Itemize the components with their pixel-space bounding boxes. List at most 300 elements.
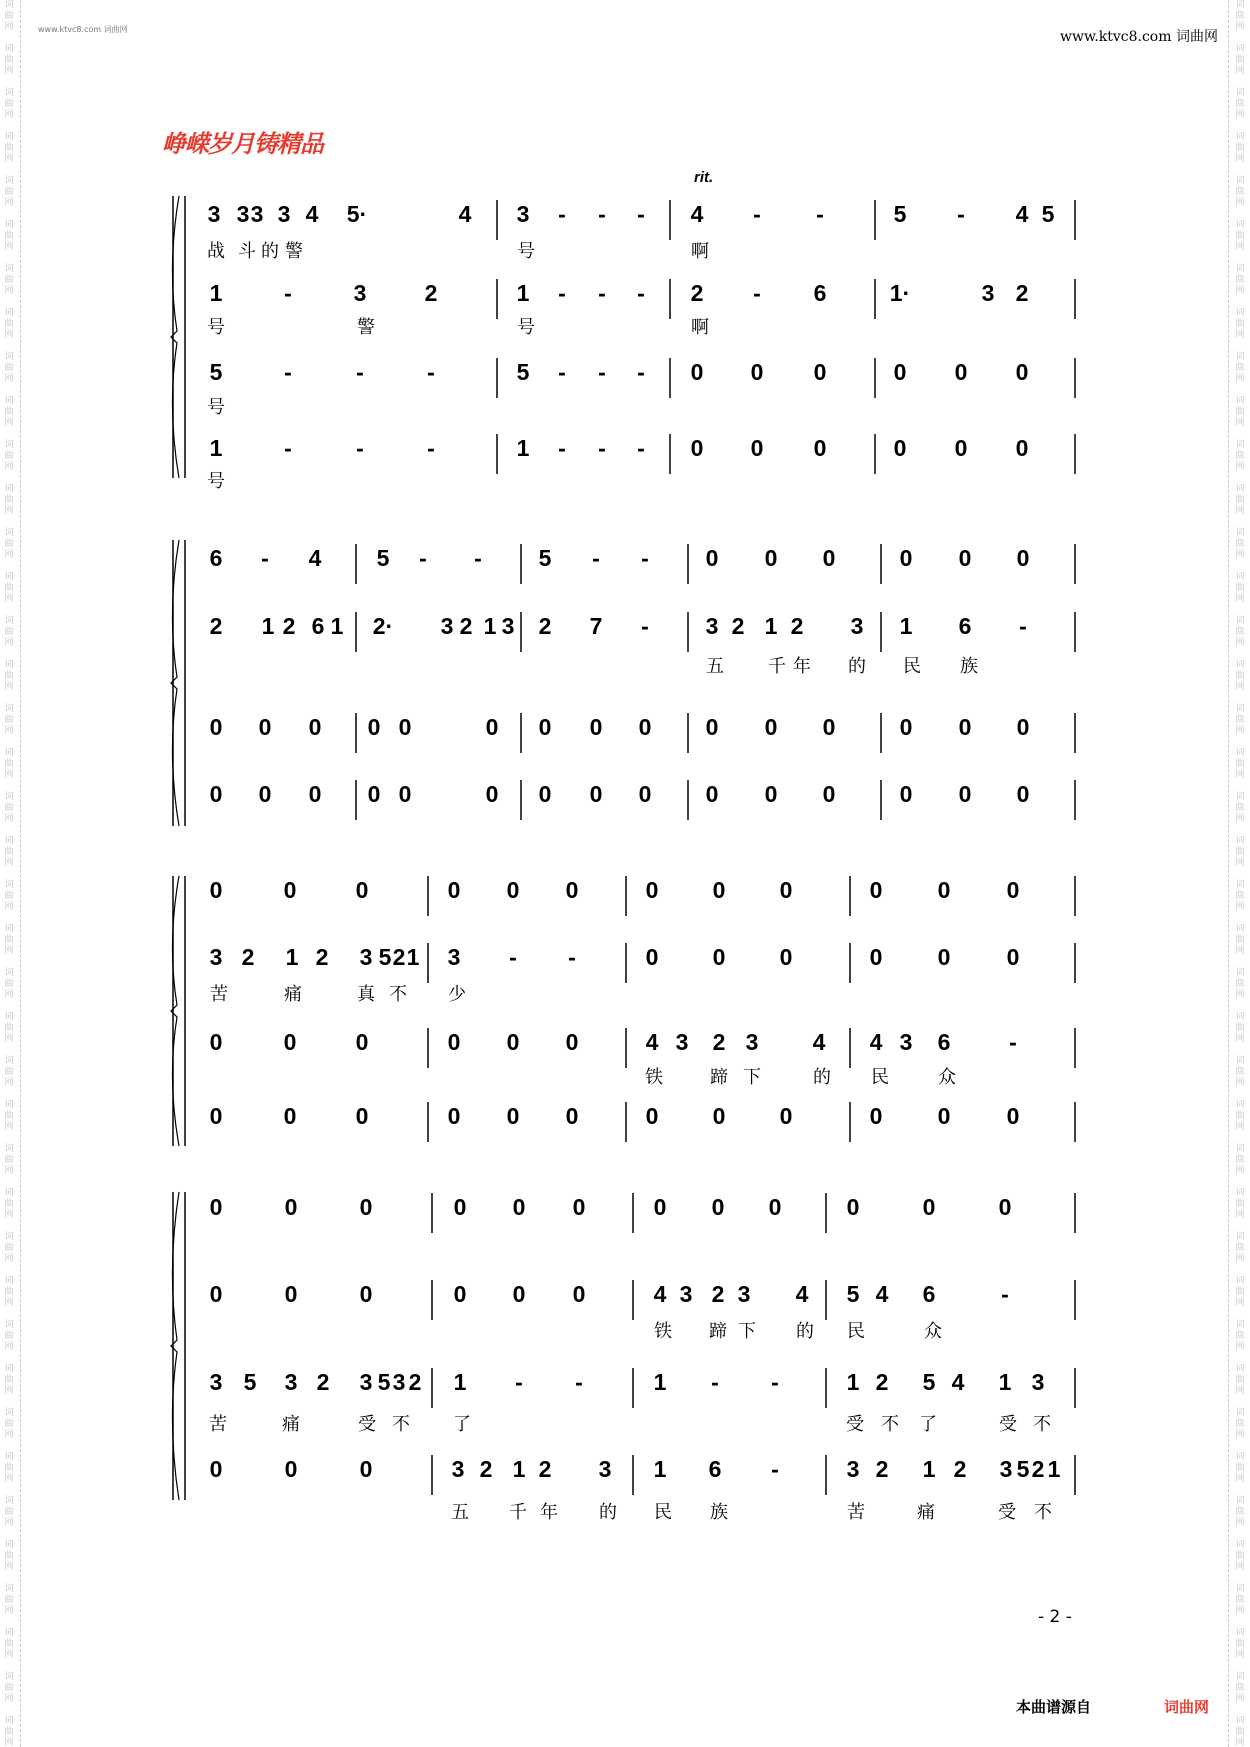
jianpu-note: 3: [745, 1029, 759, 1055]
jianpu-note: 1: [285, 944, 299, 970]
jianpu-note: 0: [359, 1194, 373, 1220]
jianpu-note: 0: [768, 1194, 782, 1220]
jianpu-note: -: [641, 545, 649, 571]
jianpu-note: 0: [711, 1194, 725, 1220]
jianpu-note: 5: [209, 359, 223, 385]
jianpu-note: -: [641, 613, 649, 639]
lyric-char: 号: [517, 317, 535, 338]
jianpu-note: 1: [653, 1369, 667, 1395]
jianpu-note: 0: [998, 1194, 1012, 1220]
jianpu-note: 0: [1006, 1103, 1020, 1129]
jianpu-note: 3: [440, 613, 454, 639]
jianpu-note: 0: [447, 1103, 461, 1129]
jianpu-note: 3: [359, 944, 373, 970]
lyric-char: 年: [540, 1502, 558, 1523]
lyric-char: 的: [813, 1067, 831, 1088]
jianpu-note: 1: [846, 1369, 860, 1395]
jianpu-note: 2: [711, 1281, 725, 1307]
jianpu-note: 3: [516, 201, 530, 227]
footer-source-link[interactable]: 词曲网: [1164, 1698, 1210, 1716]
jianpu-note: 2: [731, 613, 745, 639]
jianpu-note: -: [816, 201, 824, 227]
jianpu-note: -: [568, 944, 576, 970]
jianpu-note: 0: [958, 714, 972, 740]
lyric-char: 族: [710, 1502, 728, 1523]
lyric-char: 啊: [691, 317, 709, 338]
jianpu-note: 0: [359, 1281, 373, 1307]
system-brace: [171, 540, 179, 826]
jianpu-note: 5: [922, 1369, 936, 1395]
jianpu-note: -: [1001, 1281, 1009, 1307]
jianpu-note: 3: [209, 1369, 223, 1395]
jianpu-note: 0: [922, 1194, 936, 1220]
jianpu-note: 0: [764, 781, 778, 807]
jianpu-note: 0: [1016, 714, 1030, 740]
jianpu-note: 0: [355, 877, 369, 903]
jianpu-note: 0: [638, 714, 652, 740]
lyric-char: 受: [846, 1414, 864, 1435]
jianpu-note: -: [515, 1369, 523, 1395]
jianpu-note: -: [261, 545, 269, 571]
lyric-char: 战: [207, 241, 225, 262]
jianpu-note: 0: [447, 877, 461, 903]
lyric-char: 痛: [284, 984, 302, 1005]
lyric-char: 苦: [209, 1414, 227, 1435]
lyric-char: 号: [517, 241, 535, 262]
jianpu-note: 0: [453, 1281, 467, 1307]
jianpu-note: 1: [209, 435, 223, 461]
jianpu-note: -: [753, 280, 761, 306]
jianpu-note: 0: [512, 1281, 526, 1307]
jianpu-note: 0: [355, 1029, 369, 1055]
jianpu-note: 1·: [889, 280, 911, 306]
jianpu-note: 0: [899, 714, 913, 740]
jianpu-note: 3: [207, 201, 221, 227]
jianpu-note: -: [575, 1369, 583, 1395]
lyric-char: 族: [960, 656, 978, 677]
jianpu-note: 0: [284, 1194, 298, 1220]
jianpu-note: 2: [953, 1456, 967, 1482]
jianpu-note: 0: [367, 781, 381, 807]
jianpu-note: -: [284, 435, 292, 461]
jianpu-note: -: [284, 359, 292, 385]
jianpu-note: -: [474, 545, 482, 571]
jianpu-note: 3: [359, 1369, 373, 1395]
jianpu-note: 2: [538, 1456, 552, 1482]
jianpu-note: 1: [483, 613, 497, 639]
jianpu-note: 0: [572, 1281, 586, 1307]
jianpu-note: 0: [506, 1029, 520, 1055]
lyric-char: 的: [599, 1502, 617, 1523]
jianpu-note: 2: [538, 613, 552, 639]
jianpu-note: 0: [283, 1103, 297, 1129]
jianpu-note: 6: [937, 1029, 951, 1055]
jianpu-note: 2: [241, 944, 255, 970]
jianpu-note: 0: [813, 435, 827, 461]
jianpu-note: 3: [447, 944, 461, 970]
jianpu-note: 0: [209, 1103, 223, 1129]
jianpu-note: 0: [589, 714, 603, 740]
jianpu-note: 0: [398, 714, 412, 740]
lyric-char: 千: [509, 1502, 527, 1523]
jianpu-note: 2: [408, 1369, 422, 1395]
jianpu-note: 0: [506, 1103, 520, 1129]
jianpu-note: 6: [311, 613, 325, 639]
jianpu-note: 2: [209, 613, 223, 639]
jianpu-note: 0: [779, 1103, 793, 1129]
lyric-char: 号: [207, 317, 225, 338]
lyric-char: 民: [871, 1067, 889, 1088]
jianpu-note: 0: [899, 545, 913, 571]
jianpu-note: 1: [998, 1369, 1012, 1395]
lyric-char: 痛: [917, 1502, 935, 1523]
jianpu-note: 0: [572, 1194, 586, 1220]
jianpu-note: 5: [243, 1369, 257, 1395]
jianpu-note: -: [592, 545, 600, 571]
jianpu-note: 2: [479, 1456, 493, 1482]
jianpu-note: 0: [284, 1456, 298, 1482]
jianpu-note: 0: [284, 1281, 298, 1307]
lyric-char: 不: [1033, 1414, 1051, 1435]
jianpu-note: 0: [638, 781, 652, 807]
jianpu-note: 0: [813, 359, 827, 385]
jianpu-note: -: [356, 435, 364, 461]
jianpu-note: 3: [981, 280, 995, 306]
brand-slogan: 峥嵘岁月铸精品: [162, 129, 323, 158]
jianpu-note: 0: [283, 1029, 297, 1055]
jianpu-note: 0: [1016, 781, 1030, 807]
jianpu-note: -: [284, 280, 292, 306]
jianpu-note: 5: [516, 359, 530, 385]
jianpu-note: 0: [258, 714, 272, 740]
jianpu-note: 0: [565, 1029, 579, 1055]
lyric-char: 受: [998, 1502, 1016, 1523]
lyric-char: 不: [1034, 1502, 1052, 1523]
jianpu-note: -: [419, 545, 427, 571]
lyric-char: 蹄: [710, 1067, 728, 1088]
lyric-char: 蹄: [709, 1321, 727, 1342]
jianpu-note: 0: [308, 714, 322, 740]
jianpu-note: 0: [512, 1194, 526, 1220]
lyric-char: 号: [207, 471, 225, 492]
jianpu-note: 4: [869, 1029, 883, 1055]
jianpu-note: 0: [645, 944, 659, 970]
lyric-char: 警: [285, 241, 303, 262]
jianpu-note: 0: [506, 877, 520, 903]
jianpu-note: 0: [712, 1103, 726, 1129]
jianpu-note: 1: [516, 435, 530, 461]
jianpu-note: 0: [308, 781, 322, 807]
jianpu-note: 4: [951, 1369, 965, 1395]
jianpu-note: 0: [712, 944, 726, 970]
jianpu-note: 0: [779, 877, 793, 903]
jianpu-note: -: [637, 359, 645, 385]
jianpu-note: 0: [645, 1103, 659, 1129]
jianpu-note: 0: [690, 359, 704, 385]
jianpu-note: -: [1009, 1029, 1017, 1055]
jianpu-note: 1: [1047, 1456, 1061, 1482]
jianpu-note: 0: [453, 1194, 467, 1220]
jianpu-note: 5: [893, 201, 907, 227]
jianpu-note: 2·: [372, 613, 394, 639]
jianpu-note: 5: [378, 944, 392, 970]
tempo-mark-rit: rit.: [694, 169, 714, 186]
jianpu-note: -: [558, 280, 566, 306]
jianpu-note: 3: [999, 1456, 1013, 1482]
jianpu-note: 1: [922, 1456, 936, 1482]
lyric-char: 受: [999, 1414, 1017, 1435]
jianpu-note: 2: [424, 280, 438, 306]
jianpu-note: 0: [258, 781, 272, 807]
jianpu-note: 0: [1015, 359, 1029, 385]
jianpu-note: 0: [209, 1281, 223, 1307]
lyric-char: 五: [451, 1502, 469, 1523]
lyric-char: 的: [261, 241, 279, 262]
jianpu-note: 4: [458, 201, 472, 227]
jianpu-note: -: [598, 435, 606, 461]
jianpu-note: 2: [316, 1369, 330, 1395]
jianpu-note: 0: [538, 781, 552, 807]
jianpu-note: -: [598, 201, 606, 227]
jianpu-note: 0: [283, 877, 297, 903]
jianpu-note: 2: [1031, 1456, 1045, 1482]
jianpu-note: 0: [869, 944, 883, 970]
jianpu-note: 0: [209, 781, 223, 807]
jianpu-note: 0: [1015, 435, 1029, 461]
lyric-char: 受: [358, 1414, 376, 1435]
jianpu-note: 1: [512, 1456, 526, 1482]
jianpu-note: -: [427, 435, 435, 461]
jianpu-note: 6: [922, 1281, 936, 1307]
jianpu-note: 0: [937, 1103, 951, 1129]
jianpu-note: 3: [250, 201, 264, 227]
jianpu-note: 3: [899, 1029, 913, 1055]
lyric-char: 啊: [691, 241, 709, 262]
lyric-char: 斗: [238, 241, 256, 262]
jianpu-note: 0: [779, 944, 793, 970]
jianpu-note: 0: [1016, 545, 1030, 571]
jianpu-note: 0: [937, 944, 951, 970]
jianpu-note: -: [637, 201, 645, 227]
jianpu-note: 0: [822, 781, 836, 807]
jianpu-note: 7: [589, 613, 603, 639]
jianpu-note: 1: [653, 1456, 667, 1482]
jianpu-note: 0: [209, 1194, 223, 1220]
right-watermark-strip: 词 曲 网 词 曲 网 词 曲 网 词 曲 网 词 曲 网 词 曲 网 词 曲 网 词 曲 网 词 曲 网 词 曲 网 词 曲 网 词 曲 网 词 曲 网 词 曲 网 词 曲 网 词 曲 网 词 曲 网 词 曲 网 词 曲 网 词 曲 网 词 曲 网 词 曲 网 词 曲 网 词 曲 网 词 曲 网 词 曲 网 词 曲 网 词 曲 网 词 曲 网 词 曲 网 词 曲 网 词 曲 网 词 曲 网 词 曲 网 词 曲 网 词 曲 网 词 曲 网 词 曲 网 词 曲 网 词 曲 网: [1235, 0, 1245, 1747]
jianpu-note: 0: [367, 714, 381, 740]
jianpu-note: -: [957, 201, 965, 227]
lyric-char: 少: [448, 984, 466, 1005]
jianpu-note: 0: [846, 1194, 860, 1220]
lyric-char: 的: [848, 656, 866, 677]
jianpu-note: 3: [209, 944, 223, 970]
jianpu-note: 2: [712, 1029, 726, 1055]
jianpu-note: 5: [538, 545, 552, 571]
jianpu-note: 0: [822, 545, 836, 571]
lyric-char: 民: [654, 1502, 672, 1523]
jianpu-note: 0: [954, 359, 968, 385]
header-site-link[interactable]: www.ktvc8.com 词曲网: [1060, 29, 1218, 45]
jianpu-note: 4: [875, 1281, 889, 1307]
jianpu-note: -: [637, 280, 645, 306]
jianpu-note: 0: [690, 435, 704, 461]
jianpu-note: 0: [705, 714, 719, 740]
lyric-char: 不: [392, 1414, 410, 1435]
jianpu-note: -: [711, 1369, 719, 1395]
jianpu-note: 0: [705, 781, 719, 807]
jianpu-note: 3: [598, 1456, 612, 1482]
jianpu-note: 0: [958, 781, 972, 807]
lyric-char: 铁: [645, 1067, 663, 1088]
lyric-char: 铁: [654, 1321, 672, 1342]
lyric-char: 千: [768, 656, 786, 677]
lyric-char: 真: [357, 984, 375, 1005]
jianpu-note: 1: [764, 613, 778, 639]
jianpu-note: 0: [712, 877, 726, 903]
jianpu-note: 3: [236, 201, 250, 227]
jianpu-note: -: [558, 201, 566, 227]
jianpu-note: -: [1019, 613, 1027, 639]
jianpu-note: 0: [1006, 877, 1020, 903]
lyric-char: 众: [924, 1321, 942, 1342]
jianpu-note: 0: [893, 359, 907, 385]
jianpu-note: 3: [501, 613, 515, 639]
jianpu-note: 0: [645, 877, 659, 903]
jianpu-note: 2: [282, 613, 296, 639]
header-tiny-url: www.ktvc8.com 词曲网: [38, 25, 128, 34]
footer-source-label: 本曲谱源自: [1016, 1698, 1092, 1716]
jianpu-note: 4: [690, 201, 704, 227]
jianpu-note: 4: [1015, 201, 1029, 227]
jianpu-note: 4: [645, 1029, 659, 1055]
jianpu-note: 3: [846, 1456, 860, 1482]
jianpu-note: 0: [750, 359, 764, 385]
jianpu-note: 2: [690, 280, 704, 306]
jianpu-note: 0: [355, 1103, 369, 1129]
jianpu-note: -: [356, 359, 364, 385]
jianpu-note: -: [753, 201, 761, 227]
lyric-char: 苦: [210, 984, 228, 1005]
jianpu-note: 1: [453, 1369, 467, 1395]
jianpu-note: 2: [875, 1456, 889, 1482]
jianpu-note: 5: [376, 545, 390, 571]
jianpu-note: 0: [899, 781, 913, 807]
jianpu-note: 0: [565, 877, 579, 903]
lyric-char: 警: [357, 317, 375, 338]
lyric-char: 众: [938, 1067, 956, 1088]
system-brace: [171, 1192, 179, 1500]
jianpu-note: 3: [392, 1369, 406, 1395]
jianpu-note: 1: [899, 613, 913, 639]
lyric-char: 痛: [282, 1414, 300, 1435]
jianpu-note: 0: [447, 1029, 461, 1055]
jianpu-note: 3: [737, 1281, 751, 1307]
jianpu-note: 0: [589, 781, 603, 807]
jianpu-note: 5: [846, 1281, 860, 1307]
jianpu-note: 3: [705, 613, 719, 639]
jianpu-note: 0: [764, 545, 778, 571]
lyric-char: 民: [903, 656, 921, 677]
jianpu-note: 0: [485, 781, 499, 807]
jianpu-note: 4: [305, 201, 319, 227]
jianpu-note: -: [598, 280, 606, 306]
system-brace: [171, 196, 179, 478]
jianpu-note: 0: [954, 435, 968, 461]
jianpu-note: 0: [653, 1194, 667, 1220]
jianpu-note: 0: [893, 435, 907, 461]
lyric-char: 苦: [847, 1502, 865, 1523]
jianpu-note: 6: [813, 280, 827, 306]
jianpu-note: 0: [869, 877, 883, 903]
jianpu-note: -: [558, 359, 566, 385]
system-brace: [171, 876, 179, 1146]
jianpu-note: 0: [937, 877, 951, 903]
jianpu-note: 0: [209, 714, 223, 740]
jianpu-note: -: [427, 359, 435, 385]
lyric-char: 了: [453, 1414, 471, 1435]
jianpu-note: 3: [679, 1281, 693, 1307]
jianpu-note: 1: [516, 280, 530, 306]
jianpu-note: 1: [330, 613, 344, 639]
jianpu-note: 5·: [346, 201, 368, 227]
jianpu-note: 1: [406, 944, 420, 970]
jianpu-note: 0: [822, 714, 836, 740]
jianpu-note: 2: [315, 944, 329, 970]
jianpu-note: 2: [459, 613, 473, 639]
jianpu-note: 0: [1006, 944, 1020, 970]
jianpu-note: 4: [653, 1281, 667, 1307]
jianpu-note: -: [598, 359, 606, 385]
page-number: - 2 -: [1038, 1607, 1072, 1627]
jianpu-note: 2: [392, 944, 406, 970]
lyric-char: 的: [796, 1321, 814, 1342]
jianpu-note: 0: [209, 877, 223, 903]
jianpu-note: 4: [795, 1281, 809, 1307]
lyric-char: 了: [919, 1414, 937, 1435]
jianpu-note: 6: [958, 613, 972, 639]
jianpu-note: 5: [377, 1369, 391, 1395]
jianpu-note: 0: [705, 545, 719, 571]
jianpu-note: 0: [359, 1456, 373, 1482]
jianpu-note: 0: [750, 435, 764, 461]
jianpu-note: 3: [1031, 1369, 1045, 1395]
lyric-char: 不: [881, 1414, 899, 1435]
jianpu-note: 2: [1015, 280, 1029, 306]
jianpu-note: 5: [1041, 201, 1055, 227]
jianpu-note: 3: [850, 613, 864, 639]
jianpu-note: 0: [958, 545, 972, 571]
jianpu-note: 0: [209, 1456, 223, 1482]
jianpu-note: 0: [398, 781, 412, 807]
lyric-char: 五: [706, 656, 724, 677]
jianpu-note: 3: [451, 1456, 465, 1482]
lyric-char: 年: [793, 656, 811, 677]
jianpu-note: 1: [209, 280, 223, 306]
jianpu-note: -: [637, 435, 645, 461]
jianpu-note: 0: [485, 714, 499, 740]
jianpu-note: 5: [1016, 1456, 1030, 1482]
jianpu-note: 0: [538, 714, 552, 740]
jianpu-note: -: [558, 435, 566, 461]
lyric-char: 下: [743, 1067, 761, 1088]
jianpu-note: -: [771, 1369, 779, 1395]
lyric-char: 下: [738, 1321, 756, 1342]
jianpu-note: 4: [812, 1029, 826, 1055]
jianpu-note: 3: [284, 1369, 298, 1395]
lyric-char: 号: [207, 397, 225, 418]
jianpu-note: 4: [308, 545, 322, 571]
jianpu-note: 6: [708, 1456, 722, 1482]
